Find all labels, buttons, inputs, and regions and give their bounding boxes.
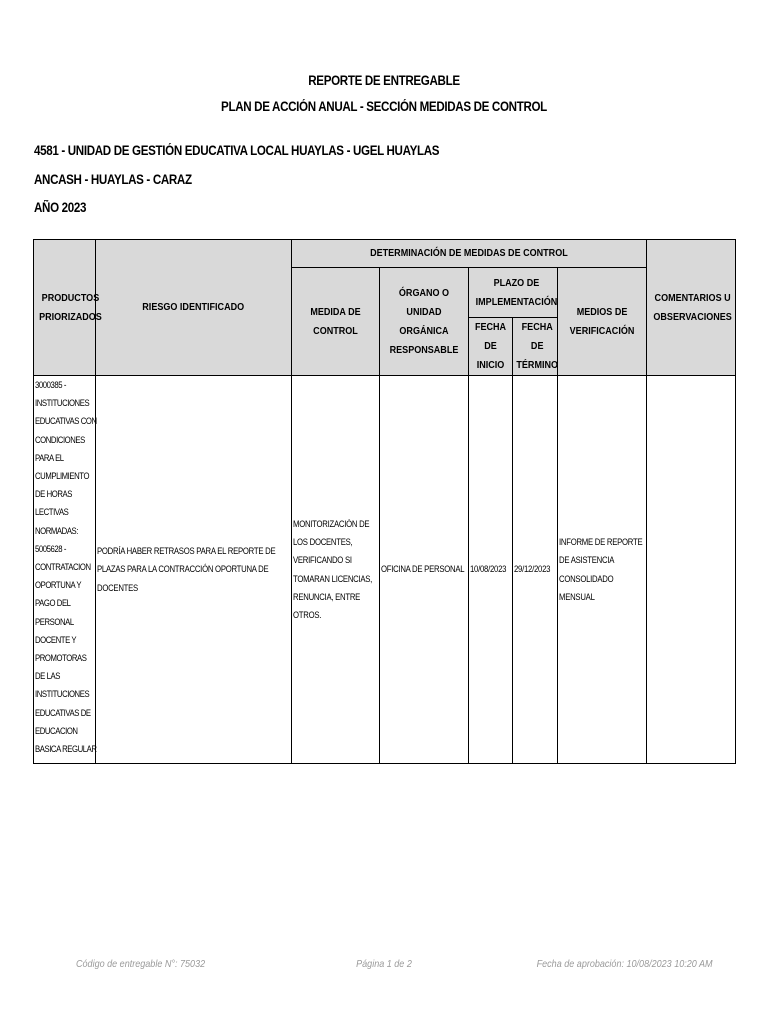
cell-medios: INFORME DE REPORTE DE ASISTENCIA CONSOLIDADO MENSUAL — [558, 376, 647, 764]
cell-fecha-termino: 29/12/2023 — [513, 376, 558, 764]
header-fecha-inicio: FECHA DE INICIO — [469, 318, 513, 376]
entity-name: 4581 - UNIDAD DE GESTIÓN EDUCATIVA LOCAL HUAYLAS - UGEL HUAYLAS — [34, 143, 440, 158]
report-year: AÑO 2023 — [34, 200, 87, 215]
cell-organo: OFICINA DE PERSONAL — [380, 376, 469, 764]
report-subtitle: PLAN DE ACCIÓN ANUAL - SECCIÓN MEDIDAS DE CONTROL — [221, 99, 547, 114]
entity-location: ANCASH - HUAYLAS - CARAZ — [34, 172, 192, 187]
header-comentarios: COMENTARIOS U OBSERVACIONES — [647, 240, 736, 376]
footer-pagina: Página 1 de 2 — [356, 958, 412, 970]
report-title: REPORTE DE ENTREGABLE — [308, 73, 460, 88]
cell-medida: MONITORIZACIÓN DE LOS DOCENTES, VERIFICANDO SI TOMARAN LICENCIAS, RENUNCIA, ENTRE OTROS. — [292, 376, 380, 764]
header-fecha-termino: FECHA DE TÉRMINO — [513, 318, 558, 376]
header-medios: MEDIOS DE VERIFICACIÓN — [558, 268, 647, 376]
cell-comentarios — [647, 376, 736, 764]
header-determinacion: DETERMINACIÓN DE MEDIDAS DE CONTROL — [292, 240, 647, 268]
header-medida: MEDIDA DE CONTROL — [292, 268, 380, 376]
footer-codigo: Código de entregable N°: 75032 — [76, 958, 206, 970]
control-measures-table — [33, 239, 736, 764]
cell-fecha-inicio: 10/08/2023 — [469, 376, 513, 764]
header-plazo: PLAZO DE IMPLEMENTACIÓN — [469, 268, 558, 318]
table-row — [34, 376, 736, 764]
header-productos: PRODUCTOS PRIORIZADOS — [34, 240, 96, 376]
footer-fecha-aprobacion: Fecha de aprobación: 10/08/2023 10:20 AM — [537, 958, 713, 970]
header-organo: ÓRGANO O UNIDAD ORGÁNICA RESPONSABLE — [380, 268, 469, 376]
cell-riesgo: PODRÍA HABER RETRASOS PARA EL REPORTE DE PLAZAS PARA LA CONTRACCIÓN OPORTUNA DE DOCENTES — [96, 376, 292, 764]
header-riesgo: RIESGO IDENTIFICADO — [96, 240, 292, 376]
cell-producto: 3000385 - INSTITUCIONES EDUCATIVAS CON CONDICIONES PARA EL CUMPLIMIENTO DE HORAS LECTIVAS NORMADAS: 5005628 - CONTRATACION OPORTUNA Y PAGO DEL PERSONAL DOCENTE Y PROMOTORAS DE LAS INSTITUCIONES EDUCATIVAS DE EDUCACION BASICA REGULAR — [34, 376, 96, 764]
